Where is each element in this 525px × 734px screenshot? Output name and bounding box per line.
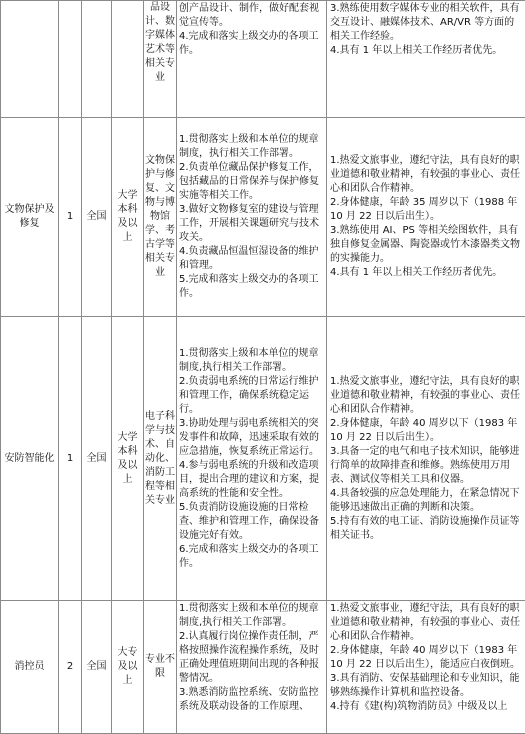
requirements [327,118,525,317]
duty-item: 3.做好文物修复室的建设与管理工作，开展相关课题研究与技术攻关。 [179,203,324,245]
position-name [1,1,59,118]
requirement-item: 4.具有 1 年以上相关工作经历者优先。 [330,266,522,280]
requirement-item: 3.熟练使用数字媒体专业的相关软件，具有交互设计、融媒体技术、AR/VR 等方面的相关工作经验。 [330,2,522,44]
recruit-area: 全国 [82,118,112,317]
duty-item: 创产品设计、制作，做好配套视觉宣传等。 [179,2,324,30]
requirement-item: 3.具有消防、安保基础理论和专业知识，能够熟练操作计算机和监控设备。 [330,672,522,700]
headcount: 2 [59,601,82,734]
major: 电子科学与技术、自动化、消防工程等相关专业 [144,317,177,601]
education: 大学本科及以上 [112,118,144,317]
headcount [59,1,82,118]
requirement-item: 2.身体健康，年龄 40 周岁以下（1983 年 10 月 22 日以后出生），能适应白夜倒班。 [330,644,522,672]
duty-item: 1.贯彻落实上级和本单位的规章制度,执行相关工作部署。 [179,347,324,375]
duties [177,118,327,317]
recruit-area: 全国 [82,317,112,601]
table-row [1,317,525,601]
duty-item: 4.参与弱电系统的升级和改造项目，提出合理的建议和方案，提高系统的性能和安全性。 [179,459,324,501]
headcount: 1 [59,317,82,601]
requirement-item: 4.具备较强的应急处理能力，在紧急情况下能够迅速做出正确的判断和决策。 [330,487,522,515]
requirement-item: 5.持有有效的电工证、消防设施操作员证等相关证书。 [330,515,522,543]
requirement-item: 3.熟练使用 AI、PS 等相关绘图软件，具有独自修复金属器、陶瓷器或竹木漆器类文物的实操能力。 [330,224,522,266]
recruit-area [82,1,112,118]
recruit-area: 全国 [82,601,112,734]
requirement-item: 1.热爱文旅事业，遵纪守法，具有良好的职业道德和敬业精神，有较强的事业心、责任心和团队合作精神。 [330,154,522,196]
requirement-item: 3.具备一定的电气和电子技术知识，能够进行简单的故障排查和维修。熟练使用万用表、测试仪等相关工具和仪器。 [330,445,522,487]
duty-item: 6.完成和落实上级交办的各项工作。 [179,543,324,571]
duty-item: 4.完成和落实上级交办的各项工作。 [179,30,324,58]
duties [177,1,327,118]
requirements [327,1,525,118]
major: 品设计、数字媒体艺术等相关专业 [144,1,177,118]
duty-item: 1.贯彻落实上级和本单位的规章制度，执行相关工作部署。 [179,133,324,161]
position-name: 安防智能化 [1,317,59,601]
major: 专业不限 [144,601,177,734]
table-row [1,118,525,317]
position-name: 消控员 [1,601,59,734]
table-row [1,601,525,734]
requirement-item: 4.持有《建(构)筑物消防员》中级及以上 [330,700,522,714]
requirement-item: 2.身体健康，年龄 35 周岁以下（1988 年 10 月 22 日以后出生）。 [330,196,522,224]
education: 大学本科及以上 [112,317,144,601]
requirement-item: 1.热爱文旅事业，遵纪守法，具有良好的职业道德和敬业精神，有较强的事业心、责任心和团队合作精神。 [330,375,522,417]
headcount: 1 [59,118,82,317]
major: 文物保护与修复、文物与博物馆学、考古学等相关专业 [144,118,177,317]
duty-item: 5.完成和落实上级交办的各项工作。 [179,273,324,301]
requirement-item: 1.热爱文旅事业，遵纪守法，具有良好的职业道德和敬业精神，有较强的事业心、责任心和团队合作精神。 [330,602,522,644]
duty-item: 4.负责藏品恒温恒湿设备的维护和管理。 [179,245,324,273]
duty-item: 5.负责消防设施设施的日常检查、维护和管理工作，确保设备设施完好有效。 [179,501,324,543]
duty-item: 1.贯彻落实上级和本单位的规章制度,执行相关工作部署。 [179,602,324,630]
education [112,1,144,118]
duty-item: 3.协助处理与弱电系统相关的突发事件和故障，迅速采取有效的应急措施，恢复系统正常运行。 [179,417,324,459]
education: 大专及以上 [112,601,144,734]
table-row [1,1,525,118]
duty-item: 2.认真履行岗位操作责任制，严格按照操作流程操作系统，及时正确处理值班期间出现的各种报警情况。 [179,630,324,686]
requirements [327,317,525,601]
duties [177,317,327,601]
duty-item: 2.负责单位藏品保护修复工作，包括藏品的日常保养与保护修复实施等相关工作。 [179,161,324,203]
position-name: 文物保护及修复 [1,118,59,317]
requirements [327,601,525,734]
requirement-item: 2.身体健康，年龄 40 周岁以下（1983 年 10 月 22 日以后出生）。 [330,417,522,445]
duties [177,601,327,734]
duty-item: 2.负责弱电系统的日常运行维护和管理工作，确保系统稳定运行。 [179,375,324,417]
duty-item: 3.熟悉消防监控系统、安防监控系统及联动设备的工作原理、 [179,686,324,714]
requirement-item: 4.具有 1 年以上相关工作经历者优先。 [330,44,522,58]
